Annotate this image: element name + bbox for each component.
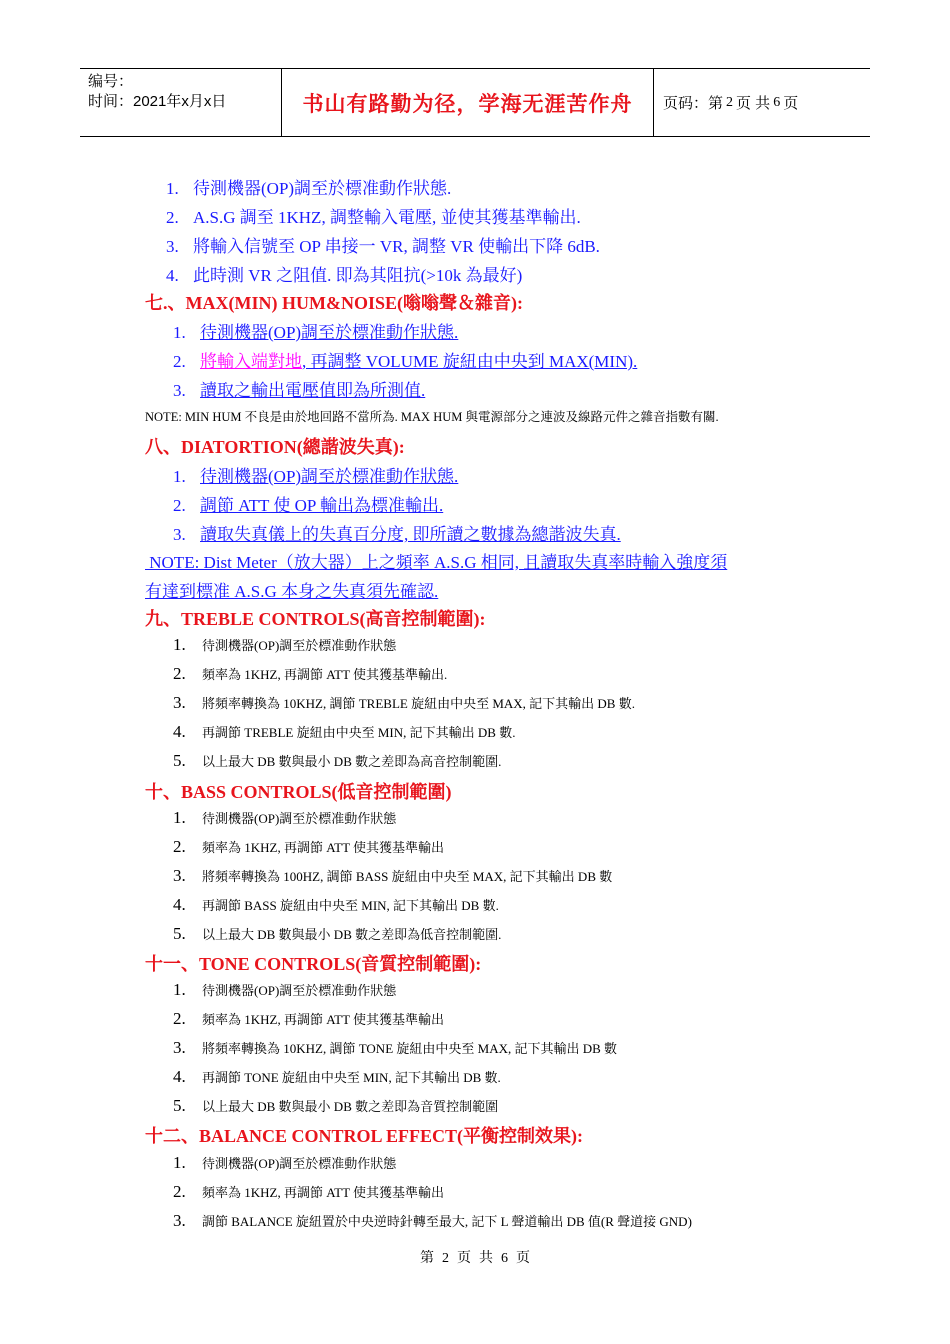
list-item: 1. 待測機器(OP)調至於標准動作狀態. xyxy=(173,467,459,486)
list-item: 3. 讀取之輸出電壓值即為所測值. xyxy=(173,381,426,400)
highlight-text: 將輸入端對地 xyxy=(200,352,302,371)
list-item: 1. 待測機器(OP)調至於標准動作狀態 xyxy=(173,635,397,654)
list-item: 3. 讀取失真儀上的失真百分度, 即所讀之數據為總諧波失真. xyxy=(173,525,621,544)
list-item: 2. 頻率為 1KHZ, 再調節 ATT 使其獲基準輸出 xyxy=(173,837,445,856)
list-item: 2. 頻率為 1KHZ, 再調節 ATT 使其獲基準輸出 xyxy=(173,1009,445,1028)
page-footer: 第 2 页 共 6 页 xyxy=(420,1251,530,1266)
list-item: 2. A.S.G 調至 1KHZ, 調整輸入電壓, 並使其獲基準輸出. xyxy=(166,208,581,227)
section-heading: 十二、BALANCE CONTROL EFFECT(平衡控制效果): xyxy=(145,1126,584,1146)
section-heading: 十、BASS CONTROLS(低音控制範圍) xyxy=(145,782,452,802)
list-item: 5. 以上最大 DB 數與最小 DB 數之差即為低音控制範圍. xyxy=(173,924,502,943)
note-text: NOTE: Dist Meter（放大器）上之頻率 A.S.G 相同, 且讀取失真率時輸入強度須 xyxy=(145,553,728,572)
list-item: 2. 頻率為 1KHZ, 再調節 ATT 使其獲基準輸出. xyxy=(173,664,448,683)
list-item: 4. 再調節 TONE 旋紐由中央至 MIN, 記下其輸出 DB 數. xyxy=(173,1067,501,1086)
doc-number-label: 编号： xyxy=(88,73,134,90)
page-header xyxy=(80,68,870,137)
list-item: 4. 再調節 TREBLE 旋紐由中央至 MIN, 記下其輸出 DB 數. xyxy=(173,722,516,741)
footer-page-number: 2 xyxy=(442,1251,449,1266)
list-item: 4. 再調節 BASS 旋紐由中央至 MIN, 記下其輸出 DB 數. xyxy=(173,895,499,914)
header-page-info: 页码：第 2 页 共 6 页 xyxy=(663,94,799,112)
list-item: 3. 將頻率轉換為 10KHZ, 調節 TREBLE 旋紐由中央至 MAX, 記下其輸出 DB 數. xyxy=(173,693,635,712)
list-item: 1. 待測機器(OP)調至於標准動作狀態 xyxy=(173,980,397,999)
section-heading: 十一、TONE CONTROLS(音質控制範圍): xyxy=(145,954,482,974)
header-motto: 书山有路勤为径，学海无涯苦作舟 xyxy=(282,69,654,136)
list-item: 2. 調節 ATT 使 OP 輸出為標准輸出. xyxy=(173,496,444,515)
section-heading: 七.、MAX(MIN) HUM&NOISE(嗡嗡聲＆雜音): xyxy=(145,293,523,313)
note-text: 有達到標准 A.S.G 本身之失真須先確認. xyxy=(145,582,439,601)
list-item: 5. 以上最大 DB 數與最小 DB 數之差即為音質控制範圍 xyxy=(173,1096,499,1115)
list-item: 2. 頻率為 1KHZ, 再調節 ATT 使其獲基準輸出 xyxy=(173,1182,445,1201)
list-item: 5. 以上最大 DB 數與最小 DB 數之差即為高音控制範圍. xyxy=(173,751,502,770)
list-item: 3. 將輸入信號至 OP 串接一 VR, 調整 VR 使輸出下降 6dB. xyxy=(166,237,600,256)
list-item: 1. 待測機器(OP)調至於標准動作狀態 xyxy=(173,1153,397,1172)
note-text: NOTE: MIN HUM 不良是由於地回路不當所為. MAX HUM 與電源部分之連波及線路元件之雜音指數有關. xyxy=(145,410,719,424)
doc-time-label: 时间：2021年x月x日 xyxy=(88,93,227,110)
footer-page-total: 6 xyxy=(501,1251,508,1266)
list-item: 1. 待測機器(OP)調至於標准動作狀態. xyxy=(173,323,459,342)
list-item: 3. 將頻率轉換為 100HZ, 調節 BASS 旋紐由中央至 MAX, 記下其輸出 DB 數 xyxy=(173,866,613,885)
list-item: 2. 將輸入端對地, 再調整 VOLUME 旋紐由中央到 MAX(MIN). xyxy=(173,352,638,371)
header-info xyxy=(80,69,282,136)
list-item: 3. 調節 BALANCE 旋紐置於中央逆時針轉至最大, 記下 L 聲道輸出 DB 值(R 聲道接 GND) xyxy=(173,1211,692,1230)
section-heading: 八、DIATORTION(總諧波失真): xyxy=(145,437,405,457)
section-heading: 九、TREBLE CONTROLS(高音控制範圍): xyxy=(145,609,486,629)
list-item: 3. 將頻率轉換為 10KHZ, 調節 TONE 旋紐由中央至 MAX, 記下其輸出 DB 數 xyxy=(173,1038,618,1057)
list-item: 1. 待測機器(OP)調至於標准動作狀態. xyxy=(166,179,452,198)
list-item: 4. 此時測 VR 之阻值. 即為其阻抗(>10k 為最好) xyxy=(166,266,523,285)
list-item: 1. 待測機器(OP)調至於標准動作狀態 xyxy=(173,808,397,827)
